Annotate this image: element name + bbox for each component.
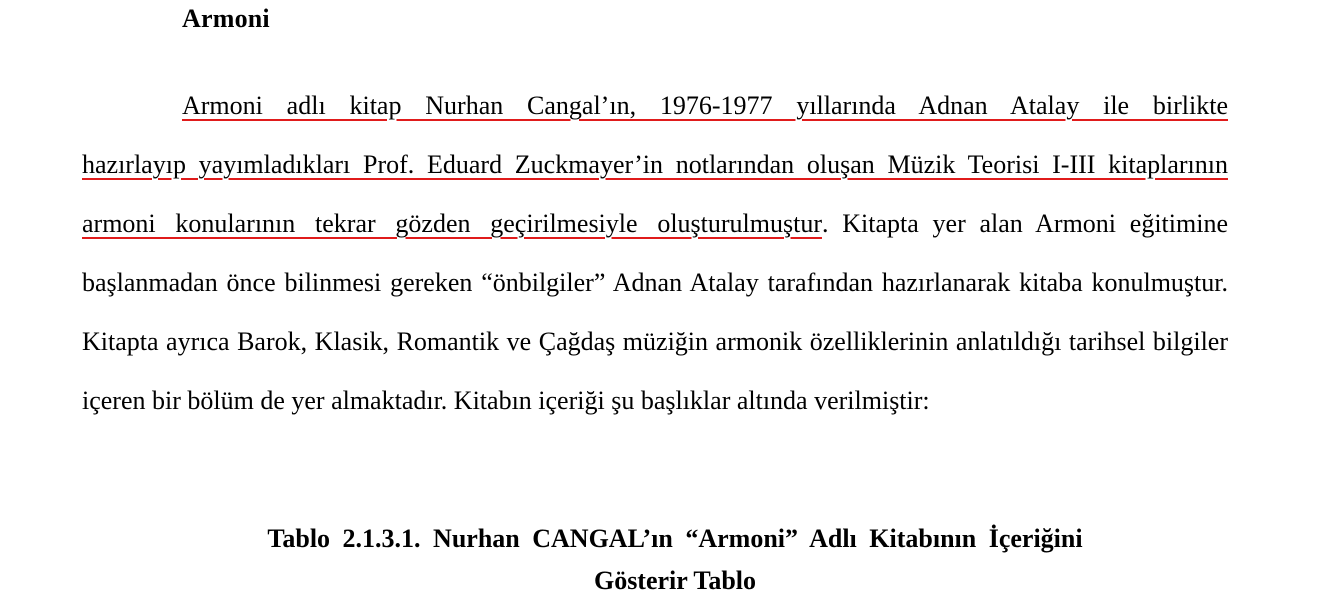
table-caption-line-1: Tablo 2.1.3.1. Nurhan CANGAL’ın “Armoni” Adlı Kitabının İçeriğini xyxy=(267,524,1083,553)
body-text-block xyxy=(82,76,1228,430)
section-heading: Armoni xyxy=(182,4,270,33)
plain-text-run: . Kitapta yer alan Armoni eğitimine başlanmadan önce bilinmesi gereken “önbilgiler” Adnan Atalay tarafından hazırlanarak kitaba konulmuştur. Kitapta ayrıca Barok, Klasik, Romantik ve Çağdaş müziğin armonik özelliklerinin anlatıldığı tarihsel bilgiler içeren bir bölüm de yer almaktadır. Kitabın içeriği şu başlıklar altında verilmiştir: xyxy=(82,209,1228,415)
table-caption-line-2: Gösterir Tablo xyxy=(593,566,757,595)
main-paragraph xyxy=(82,76,1228,430)
underlined-text-run: Armoni adlı kitap Nurhan Cangal’ın, 1976-1977 yıllarında Adnan Atalay ile birlikte hazırlayıp yayımladıkları Prof. Eduard Zuckmayer’in notlarından oluşan Müzik Teorisi I-III kitaplarının armoni konularının tekrar gözden geçirilmesiyle oluşturulmuştur xyxy=(82,91,1228,238)
table-caption xyxy=(120,518,1230,602)
